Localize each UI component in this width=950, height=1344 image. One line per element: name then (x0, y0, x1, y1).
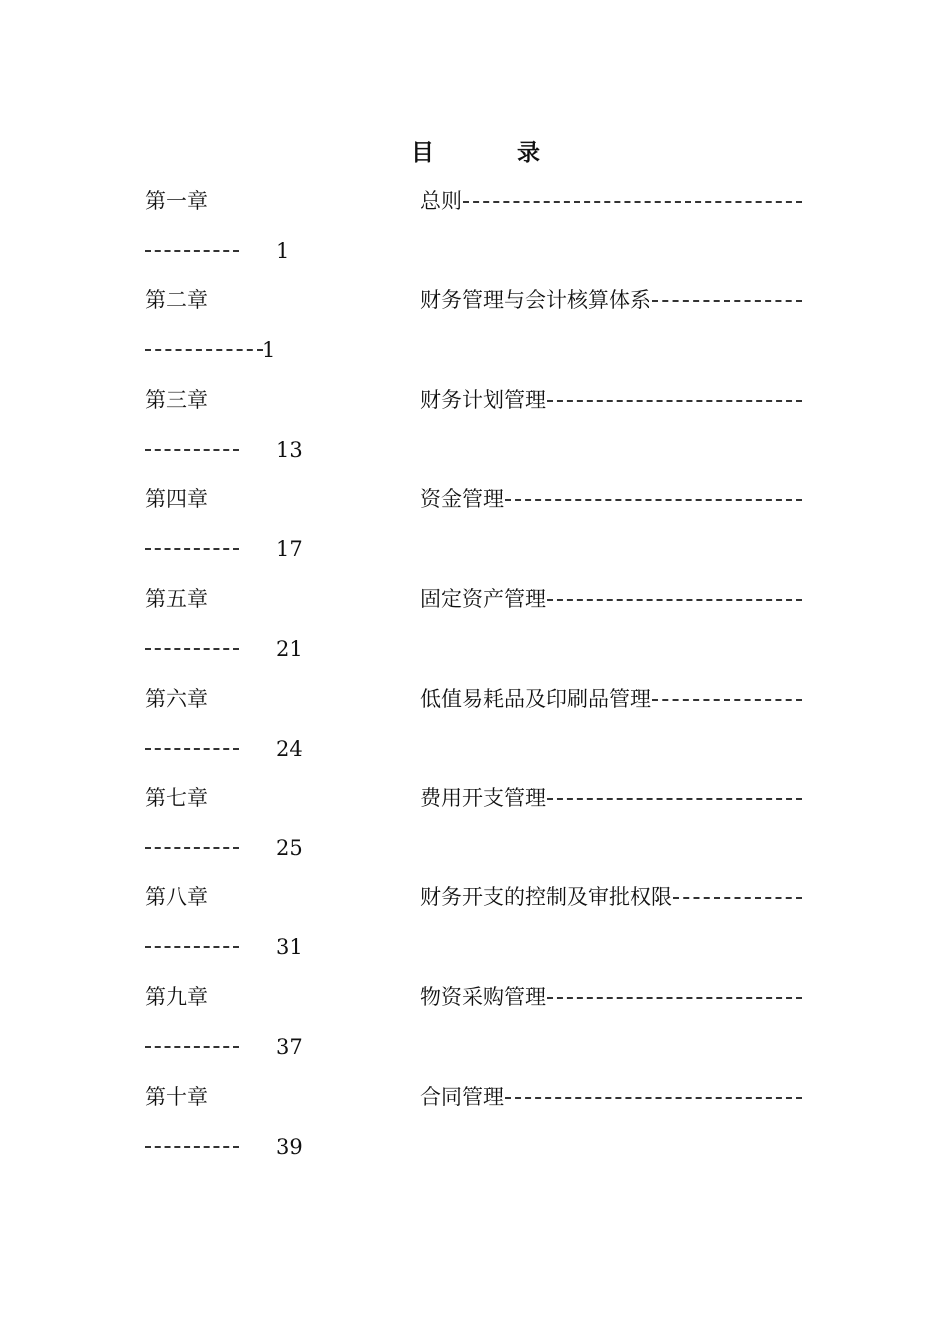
dot-leader (547, 599, 802, 601)
page-number: 1 (276, 239, 290, 263)
toc-entry-9 (0, 982, 950, 1082)
dot-leader-continued (145, 250, 239, 252)
dot-leader (547, 798, 802, 800)
dot-leader-continued (145, 1046, 239, 1048)
toc-entry-1 (0, 186, 950, 286)
dot-leader (547, 400, 802, 402)
page-number: 37 (276, 1035, 303, 1059)
page-number: 13 (276, 438, 303, 462)
chapter-title-line (420, 285, 802, 315)
dot-leader-continued (145, 449, 239, 451)
chapter-label: 第四章 (145, 487, 208, 511)
dot-leader (652, 300, 802, 302)
dot-leader-continued (145, 1146, 239, 1148)
chapter-title-line (420, 385, 802, 415)
dot-leader (463, 201, 802, 203)
chapter-label: 第五章 (145, 587, 208, 611)
chapter-label: 第三章 (145, 388, 208, 412)
toc-entry-10 (0, 1082, 950, 1182)
chapter-title: 财务管理与会计核算体系 (420, 288, 651, 312)
chapter-title-line (420, 186, 802, 216)
chapter-title-line (420, 1082, 802, 1112)
toc-entry-8 (0, 882, 950, 982)
chapter-title-line (420, 783, 802, 813)
dot-leader-continued (145, 349, 263, 351)
chapter-label: 第六章 (145, 687, 208, 711)
chapter-title-line (420, 684, 802, 714)
toc-entry-5 (0, 584, 950, 684)
chapter-label: 第七章 (145, 786, 208, 810)
toc-entry-2 (0, 285, 950, 385)
chapter-title-line (420, 982, 802, 1012)
chapter-title: 财务计划管理 (420, 388, 546, 412)
chapter-title: 资金管理 (420, 487, 504, 511)
toc-entry-4 (0, 484, 950, 584)
page-number: 39 (276, 1135, 303, 1159)
chapter-title: 总则 (420, 189, 462, 213)
chapter-label: 第八章 (145, 885, 208, 909)
chapter-title: 费用开支管理 (420, 786, 546, 810)
dot-leader (547, 997, 802, 999)
page-number: 31 (276, 935, 303, 959)
dot-leader-continued (145, 648, 239, 650)
chapter-title: 固定资产管理 (420, 587, 546, 611)
dot-leader (505, 499, 802, 501)
page-number: 21 (276, 637, 303, 661)
dot-leader-continued (145, 847, 239, 849)
toc-entry-7 (0, 783, 950, 883)
page-number: 24 (276, 737, 303, 761)
page-number: 1 (262, 338, 276, 362)
toc-entry-3 (0, 385, 950, 485)
chapter-title-line (420, 484, 802, 514)
toc-entry-6 (0, 684, 950, 784)
chapter-title: 合同管理 (420, 1085, 504, 1109)
chapter-label: 第一章 (145, 189, 208, 213)
chapter-title-line (420, 584, 802, 614)
chapter-title: 低值易耗品及印刷品管理 (420, 687, 651, 711)
toc-heading-left: 目 (411, 139, 434, 166)
chapter-title: 财务开支的控制及审批权限 (420, 885, 672, 909)
chapter-title: 物资采购管理 (420, 985, 546, 1009)
dot-leader-continued (145, 946, 239, 948)
toc-heading (0, 134, 950, 170)
toc-heading-right: 录 (517, 139, 540, 166)
chapter-title-line (420, 882, 802, 912)
dot-leader (673, 897, 802, 899)
chapter-label: 第二章 (145, 288, 208, 312)
dot-leader (652, 699, 802, 701)
dot-leader-continued (145, 748, 239, 750)
page-number: 25 (276, 836, 303, 860)
chapter-label: 第十章 (145, 1085, 208, 1109)
dot-leader (505, 1097, 802, 1099)
page-number: 17 (276, 537, 303, 561)
dot-leader-continued (145, 548, 239, 550)
chapter-label: 第九章 (145, 985, 208, 1009)
